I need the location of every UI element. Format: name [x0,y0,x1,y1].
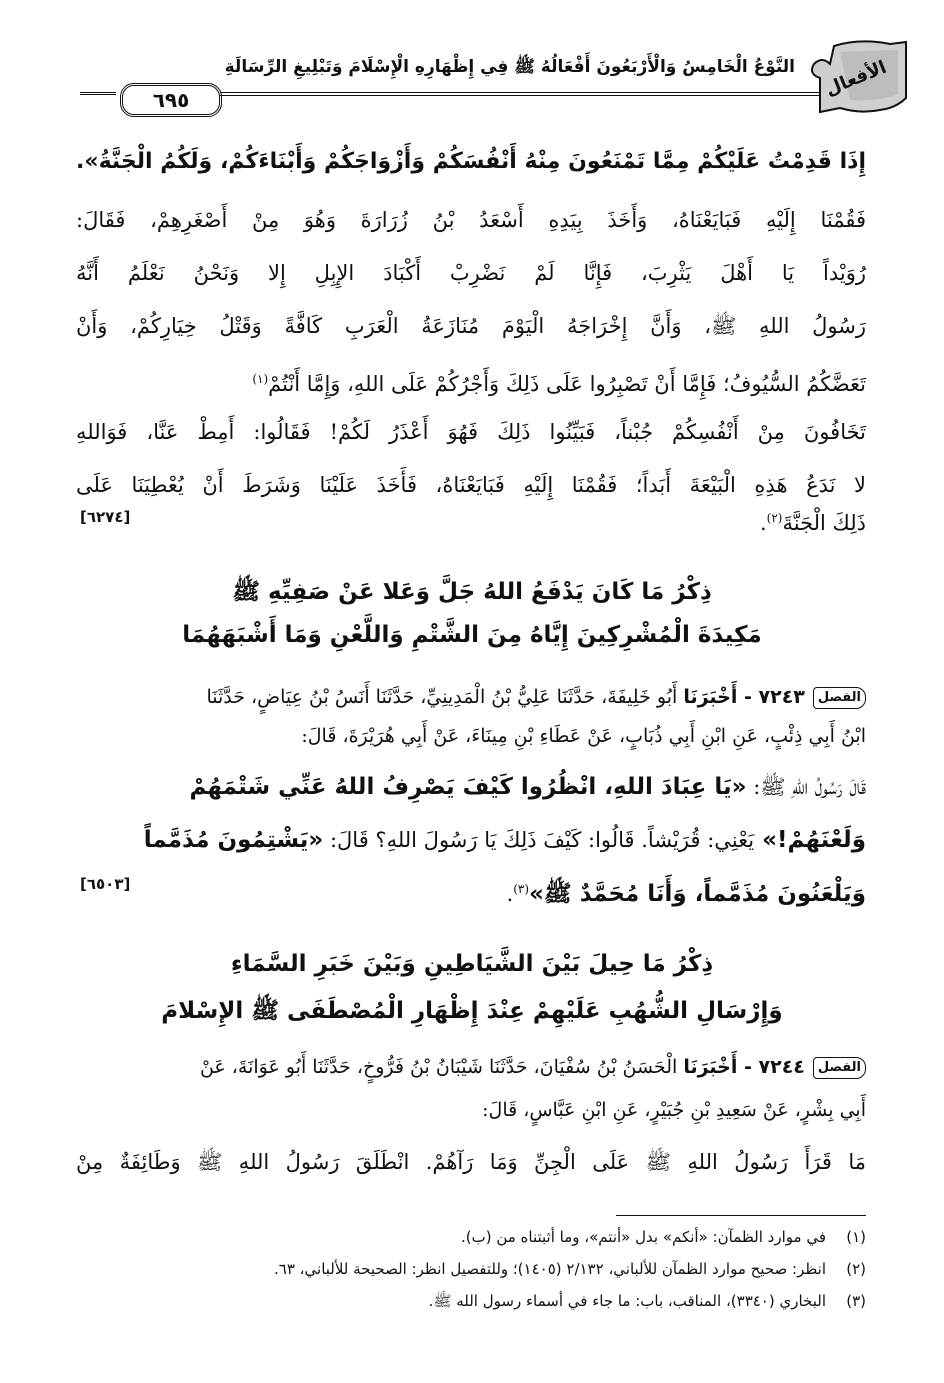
text-span: تَعَضَّكُمُ السُّيُوفُ؛ فَإِمَّا أَنْ تَصْبِرُوا عَلَى ذَلِكَ وَأَجْرُكُمْ عَلَى اللهِ، وَإِمَّا أَنْتُمْ [268,372,866,396]
hadith-text-line [76,875,866,908]
footnote-ref: (١) [252,372,269,386]
prophetic-saying: وَيَلْعَنُونَ مُذَمَّماً، وَأَنَا مُحَمَّدٌ ﷺ» [529,881,866,907]
page-header [70,38,910,118]
footnote [76,1228,866,1246]
hadith-text-line [76,826,866,854]
text-span: يَعْنِي: قُرَيْشاً. قَالُوا: كَيْفَ ذَلِكَ يَا رَسُولَ اللهِ؟ قَالَ: [323,828,755,852]
hadith-isnad-line: أَبِي بِشْرٍ، عَنْ سَعِيدِ بْنِ جُبَيْرٍ، عَنِ ابْنِ عَبَّاسٍ، قَالَ: [482,1099,866,1121]
corner-label: الأفعال [822,56,890,101]
text-span: ذَلِكَ الْجَنَّةَ [782,511,866,535]
hadith-reference: [٦٢٧٤] [80,508,131,526]
footnote-ref: (٢) [766,511,783,525]
footnote-text: انظر: صحيح موارد الظمآن للألباني، ٢/١٣٢ (١٤٠٥)؛ وللتفصيل انظر: الصحيحة للألباني، ٦٣. [274,1260,826,1278]
footnote-ref: (٣) [513,882,530,896]
section-heading: وَإِرْسَالِ الشُّهُبِ عَلَيْهِمْ عِنْدَ إِظْهَارِ الْمُصْطَفَى ﷺ الإِسْلامَ [161,998,783,1024]
text-span: قَالَ رَسُولُ اللهِ ﷺ: [746,775,866,799]
text-span: . [759,511,767,535]
prophetic-saying: وَلَعْنَهُمْ!» [754,827,866,853]
text-line: رُوَيْداً يَا أَهْلَ يَثْرِبَ، فَإِنَّا لَمْ نَضْرِبْ أَكْبَادَ الإِبِلِ إِلا وَنَحْنُ نَعْلَمُ أَنَّهُ [76,261,866,285]
footnote-text: في موارد الظمآن: «أنكم» بدل «أنتم»، وما أثبتناه من (ب). [460,1228,826,1246]
section-heading: ذِكْرُ مَا كَانَ يَدْفَعُ اللهُ جَلَّ وَعَلا عَنْ صَفِيِّهِ ﷺ [232,579,712,605]
footnote-number: (٢) [846,1260,866,1278]
footnote-separator [616,1215,866,1216]
section-heading: مَكِيدَةَ الْمُشْرِكِينَ إِيَّاهُ مِنَ الشَّتْمِ وَاللَّعْنِ وَمَا أَشْبَهَهُمَا [182,622,762,648]
text-line [76,365,866,398]
page-number: ٦٩٥ [120,83,222,117]
text-line: لا نَدَعُ هَذِهِ الْبَيْعَةَ أَبَداً؛ فَقُمْنَا إِلَيْهِ فَبَايَعْنَاهُ، فَأَخَذَ عَلَيْنَا وَشَرَطَ أَنْ يُعْطِيَنَا عَلَى [76,473,866,497]
text-line: إِذَا قَدِمْتُ عَلَيْكُمْ مِمَّا تَمْنَعُونَ مِنْهُ أَنْفُسَكُمْ وَأَزْوَاجَكُمْ وَأَبْنَاءَكُمْ، وَلَكُمُ الْجَنَّةُ». [76,149,866,174]
prophetic-saying: «يَشْتِمُونَ مُذَمَّماً [143,827,324,853]
text-span: . [506,882,514,906]
section-corner-badge [800,38,910,116]
running-title: النَّوْعُ الْخَامِسُ وَالْأَرْبَعُونَ أَفْعَالُهُ ﷺ فِي إِظْهَارِهِ الْإِسْلَامَ وَتَبْلِيغِ الرِّسَالَةِ [224,57,795,77]
prophetic-saying: «يَا عِبَادَ اللهِ، انْظُرُوا كَيْفَ يَصْرِفُ اللهُ عَنِّي شَتْمَهُمْ [189,774,747,800]
header-rule [220,92,830,96]
hadith-number: ٧٢٤٤ - أَخْبَرَنَا [683,1056,805,1078]
text-line: فَقُمْنَا إِلَيْهِ فَبَايَعْنَاهُ، وَأَخَذَ بِيَدِهِ أَسْعَدُ بْنُ زُرَارَةَ وَهُوَ مِنْ أَصْغَرِهِمْ، فَقَالَ: [76,208,866,232]
footnote-number: (١) [846,1228,866,1246]
hadith-tag: الفصل [813,687,866,709]
text-line [76,504,866,537]
hadith-tag: الفصل [813,1057,866,1079]
hadith-reference: [٦٥٠٣] [80,875,131,893]
isnad-text: أَبُو خَلِيفَةَ، حَدَّثَنَا عَلِيُّ بْنُ الْمَدِينِيِّ، حَدَّثَنَا أَنَسُ بْنُ عِيَاضٍ، حَدَّثَنَا [206,686,678,708]
footnote-text: البخاري (٣٣٤٠)، المناقب، باب: ما جاء في أسماء رسول الله ﷺ. [428,1292,826,1310]
hadith-isnad-line [76,683,866,711]
header-rule-left [80,92,116,95]
section-heading: ذِكْرُ مَا حِيلَ بَيْنَ الشَّيَاطِينِ وَبَيْنَ خَبَرِ السَّمَاءِ [230,951,714,977]
footnote-number: (٣) [846,1292,866,1310]
footnote [76,1292,866,1314]
hadith-text-line [76,773,866,801]
isnad-text: الْحَسَنُ بْنُ سُفْيَانَ، حَدَّثَنَا شَيْبَانُ بْنُ فَرُّوخٍ، حَدَّثَنَا أَبُو عَوَانَةَ، عَنْ [199,1056,678,1078]
hadith-isnad-line: ابْنُ أَبِي ذِئْبٍ، عَنِ ابْنِ أَبِي ذُبَابٍ، عَنْ عَطَاءِ بْنِ مِينَاءَ، عَنْ أَبِي هُرَيْرَةَ، قَالَ: [301,725,866,747]
hadith-isnad-line [76,1053,866,1081]
text-line: تَخَافُونَ مِنْ أَنْفُسِكُمْ جُبْناً، فَبَيِّنُوا ذَلِكَ فَهُوَ أَعْذَرُ لَكُمْ! فَقَالُوا: أَمِطْ عَنَّا، فَوَاللهِ [76,420,866,444]
footnote [76,1260,866,1278]
hadith-text-line: مَا قَرَأَ رَسُولُ اللهِ ﷺ عَلَى الْجِنِّ وَمَا رَآهُمْ. انْطَلَقَ رَسُولُ اللهِ ﷺ وَطَائِفَةٌ مِنْ [76,1150,866,1174]
hadith-number: ٧٢٤٣ - أَخْبَرَنَا [683,686,805,708]
text-line: رَسُولُ اللهِ ﷺ، وَأَنَّ إِخْرَاجَهُ الْيَوْمَ مُنَازَعَةُ الْعَرَبِ كَافَّةً وَقَتْلُ خِيَارِكُمْ، وَأَنْ [76,314,866,338]
